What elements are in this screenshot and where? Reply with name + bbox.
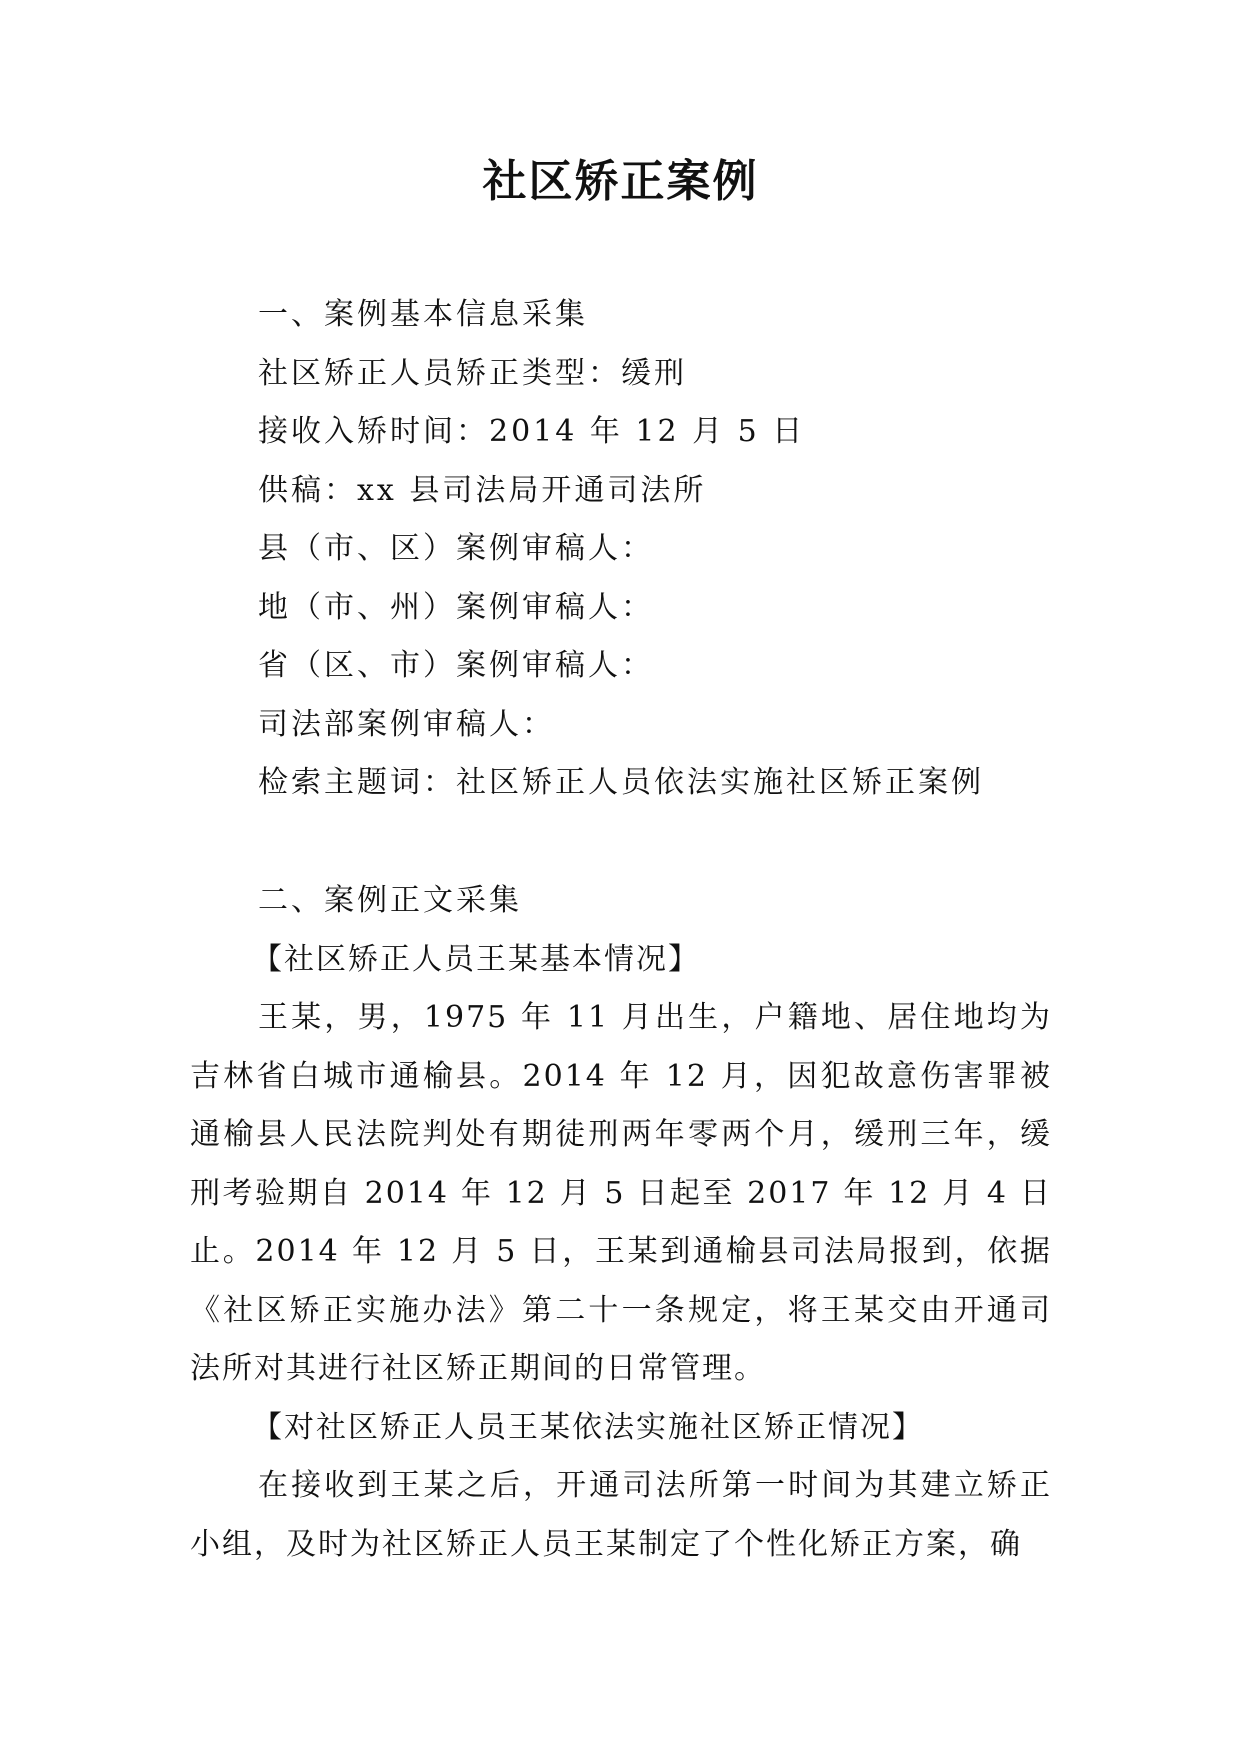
info-line-correction-type: 社区矫正人员矫正类型：缓刑 <box>258 355 687 391</box>
paragraph-correction-implementation: 在接收到王某之后，开通司法所第一时间为其建立矫正小组，及时为社区矫正人员王某制定了个性化矫正方案，确 <box>190 1468 1052 1562</box>
info-line-county-reviewer: 县（市、区）案例审稿人： <box>258 531 654 566</box>
info-line-intake-date: 接收入矫时间：2014 年 12 月 5 日 <box>258 414 806 449</box>
subheading-basic-situation: 【社区矫正人员王某基本情况】 <box>252 941 700 977</box>
section1-heading: 一、案例基本信息采集 <box>258 297 588 332</box>
case-text-section <box>190 872 1052 1574</box>
info-line-contributor: 供稿：xx 县司法局开通司法所 <box>258 472 707 508</box>
info-line-prefecture-reviewer: 地（市、州）案例审稿人： <box>258 589 654 625</box>
paragraph-basic-situation: 王某，男，1975 年 11 月出生，户籍地、居住地均为吉林省白城市通榆县。2014 年 12 月，因犯故意伤害罪被通榆县人民法院判处有期徒刑两年零两个月，缓刑三年，缓刑考验期自 2014 年 12 月 5 日起至 2017 年 12 月 4 日止。2014 年 12 月 5 日，王某到通榆县司法局报到，依据《社区矫正实施办法》第二十一条规定，将王某交由开通司法所对其进行社区矫正期间的日常管理。 <box>190 1000 1052 1386</box>
basic-info-section <box>258 286 1158 813</box>
subheading-correction-implementation: 【对社区矫正人员王某依法实施社区矫正情况】 <box>252 1409 924 1445</box>
document-title: 社区矫正案例 <box>482 156 759 207</box>
section2-heading: 二、案例正文采集 <box>258 883 522 918</box>
info-line-province-reviewer: 省（区、市）案例审稿人： <box>258 648 654 683</box>
info-line-keywords: 检索主题词：社区矫正人员依法实施社区矫正案例 <box>258 765 984 800</box>
info-line-ministry-reviewer: 司法部案例审稿人： <box>258 706 555 742</box>
